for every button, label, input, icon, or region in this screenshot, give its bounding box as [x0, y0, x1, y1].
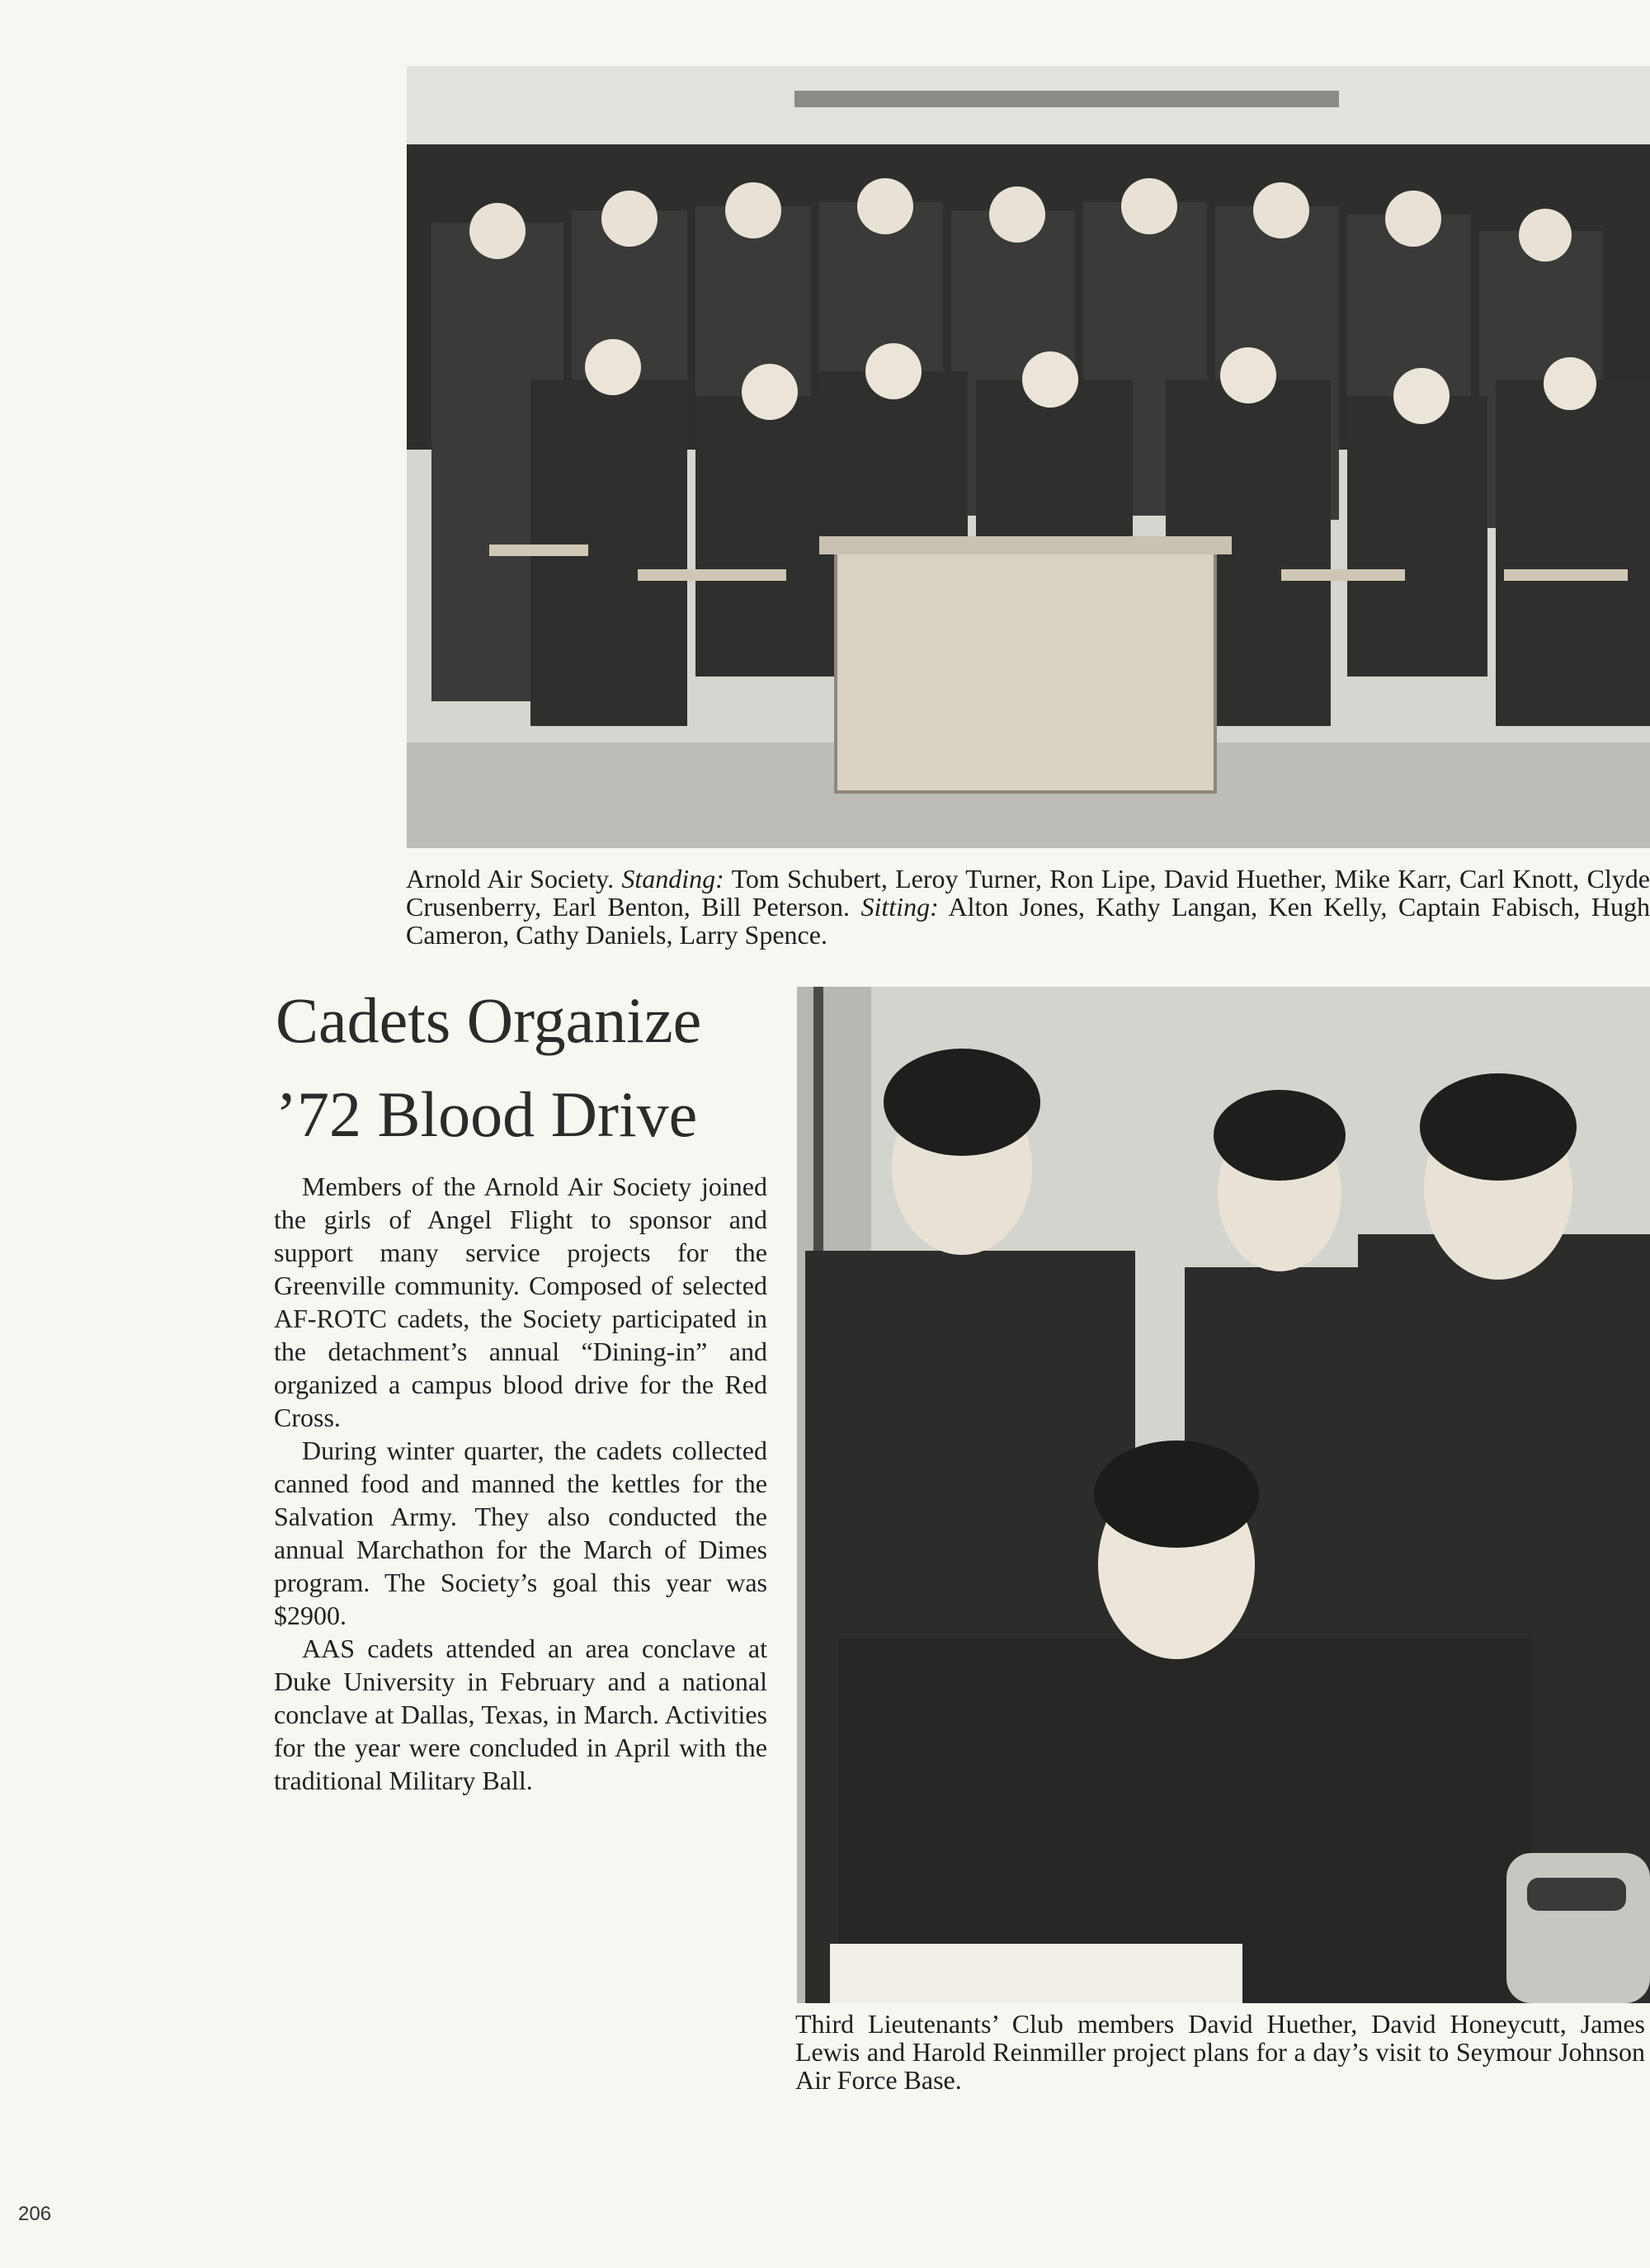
page-number: 206: [18, 2203, 52, 2225]
group-photo-caption: [406, 865, 1650, 949]
headline-line-1: Cadets Organize: [276, 984, 702, 1056]
article-paragraph: During winter quarter, the cadets collected canned food and manned the kettles for the Salvation Army. They also conducted the annual Marchathon for the March of Dimes program. The Society’s goal this year was $2900.: [274, 1436, 767, 1630]
article-body: [274, 1170, 767, 1797]
standing-names: Tom Schubert, Leroy Turner, Ron Lipe, David Huether, Mike Karr, Carl Knott, Clyde Crusenberry, Earl Benton, Bill Peterson.: [406, 864, 1650, 922]
article-headline: [276, 974, 771, 1162]
club-photo-caption: Third Lieutenants’ Club members David Huether, David Honeycutt, James Lewis and Harold Reinmiller project plans for a day’s visit to Seymour Johnson Air Force Base.: [795, 2009, 1645, 2095]
sitting-names: Alton Jones, Kathy Langan, Ken Kelly, Captain Fabisch, Hugh Cameron, Cathy Daniels, Larry Spence.: [406, 892, 1650, 950]
club-photo-illustration: [797, 987, 1650, 2003]
group-photo-illustration: [407, 66, 1650, 848]
headline-line-2: ’72 Blood Drive: [276, 1078, 698, 1150]
arnold-air-society-group-photo: [407, 66, 1650, 848]
standing-label: Standing:: [621, 864, 724, 894]
article-paragraph: AAS cadets attended an area conclave at Duke University in February and a national conclave at Dallas, Texas, in March. Activities for the year were concluded in April with the traditional Military Ball.: [274, 1634, 767, 1795]
article-paragraph: Members of the Arnold Air Society joined the girls of Angel Flight to sponsor and support many service projects for the Greenville community. Composed of selected AF-ROTC cadets, the Society participated in the detachment’s annual “Dining-in” and organized a campus blood drive for the Red Cross.: [274, 1172, 767, 1432]
sitting-label: Sitting:: [860, 892, 939, 922]
third-lieutenants-club-photo: [797, 987, 1650, 2003]
caption-title: Arnold Air Society.: [406, 864, 615, 894]
